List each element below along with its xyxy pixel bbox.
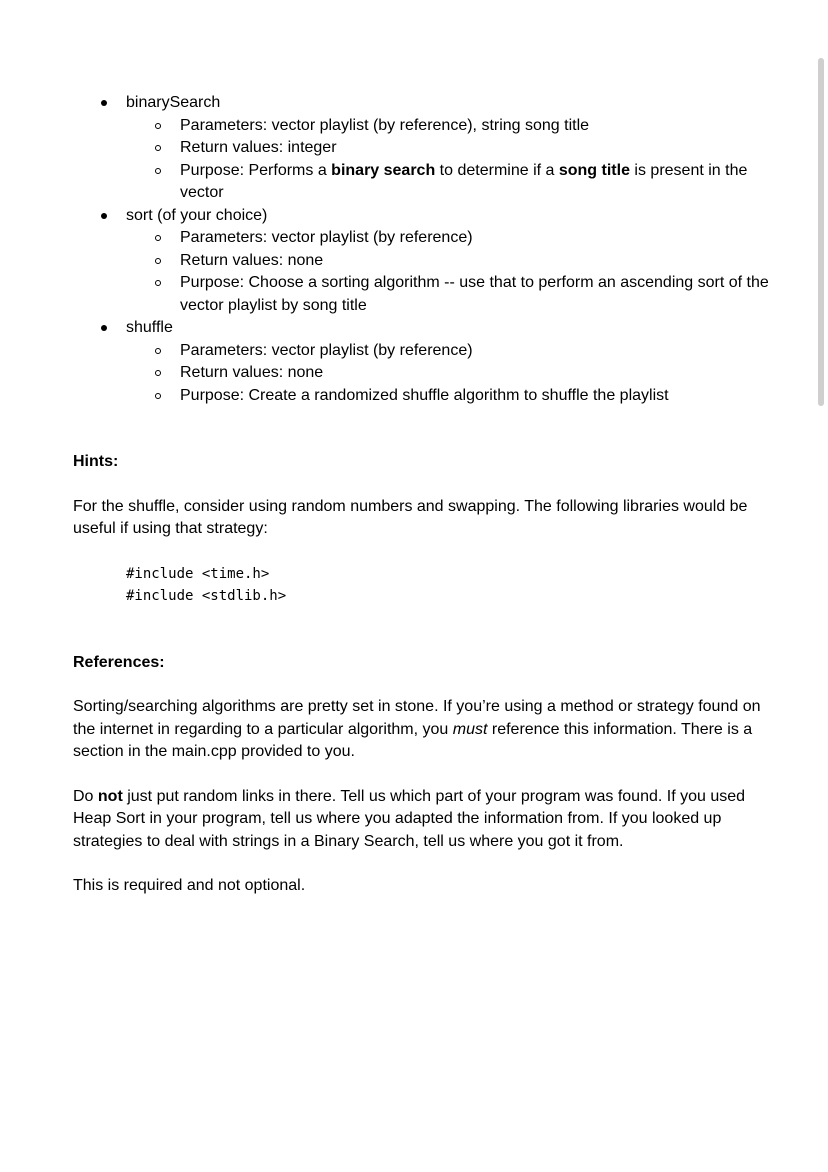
bold-text: binary search — [331, 161, 436, 179]
function-item — [73, 205, 773, 318]
references-heading: References: — [73, 653, 165, 671]
text-run: Purpose: Choose a sorting algorithm -- use that to perform an ascending sort of the vector playlist by song title — [180, 274, 769, 314]
text-run: is present in the vector — [180, 161, 748, 201]
function-detail-item — [126, 250, 773, 273]
detail-text — [180, 227, 773, 250]
circle-bullet-icon — [155, 348, 161, 354]
function-detail-item — [126, 137, 773, 160]
detail-text — [180, 137, 773, 160]
text-run: Return values: integer — [180, 139, 337, 156]
document-page — [73, 92, 773, 898]
vertical-scrollbar[interactable] — [818, 58, 824, 406]
text-run: Parameters: vector playlist (by reference) — [180, 341, 473, 359]
function-name: shuffle — [126, 319, 173, 336]
function-name: sort (of your choice) — [126, 206, 268, 224]
function-detail-item — [126, 385, 773, 408]
text-run: Return values: none — [180, 251, 324, 269]
detail-text — [180, 272, 773, 317]
function-list — [73, 92, 773, 407]
circle-bullet-icon — [155, 145, 161, 151]
detail-text — [180, 115, 773, 138]
function-detail-item — [126, 272, 773, 317]
text-run: to determine if a — [435, 161, 559, 179]
function-detail-list — [126, 115, 773, 205]
code-line: #include <time.h> — [126, 565, 270, 582]
references-paragraph-1 — [73, 696, 773, 764]
function-detail-item — [126, 115, 773, 138]
references-paragraph-3: This is required and not optional. — [73, 877, 306, 894]
text-run: Return values: none — [180, 364, 324, 381]
detail-text — [180, 362, 773, 385]
text-run: Sorting/searching algorithms are pretty set in stone. If you’re using a method or strategy found on the internet in regarding to a particular algorithm, you — [73, 698, 761, 738]
text-run: just put random links in there. Tell us which part of your program was found. If you used Heap Sort in your program, tell us where you adapted the information from. If you looked up strategies to deal with strings in a Binary Search, tell us where you got it from. — [73, 787, 746, 850]
text-run: Do — [73, 787, 98, 805]
bold-text: not — [97, 787, 123, 805]
scrollbar-thumb[interactable] — [818, 58, 824, 406]
text-run: Purpose: Create a randomized shuffle algorithm to shuffle the playlist — [180, 386, 669, 404]
text-run: Parameters: vector playlist (by reference) — [180, 229, 473, 246]
circle-bullet-icon — [155, 393, 161, 399]
function-detail-list — [126, 340, 773, 408]
text-run: Purpose: Performs a — [180, 161, 332, 179]
circle-bullet-icon — [155, 258, 161, 264]
detail-text — [180, 250, 773, 273]
hints-text: For the shuffle, consider using random numbers and swapping. The following libraries would be useful if using that strategy: — [73, 497, 748, 537]
bullet-icon — [101, 100, 107, 106]
function-detail-item — [126, 227, 773, 250]
circle-bullet-icon — [155, 123, 161, 129]
code-block — [73, 563, 773, 608]
text-run: reference this information. There is a section in the main.cpp provided to you. — [73, 720, 753, 760]
references-paragraph-2 — [73, 786, 773, 854]
bold-text: song title — [558, 161, 630, 179]
function-name: binarySearch — [126, 94, 221, 111]
circle-bullet-icon — [155, 280, 161, 286]
bullet-icon — [101, 213, 107, 219]
text-run: Parameters: vector playlist (by reference), string song title — [180, 116, 590, 134]
function-detail-item — [126, 160, 773, 205]
circle-bullet-icon — [155, 370, 161, 376]
hints-heading: Hints: — [73, 453, 119, 470]
circle-bullet-icon — [155, 235, 161, 241]
bullet-icon — [101, 325, 107, 331]
detail-text — [180, 385, 773, 408]
detail-text — [180, 160, 773, 205]
function-item — [73, 317, 773, 407]
function-item — [73, 92, 773, 205]
function-detail-item — [126, 340, 773, 363]
italic-text: must — [452, 720, 488, 738]
function-detail-list — [126, 227, 773, 317]
code-line: #include <stdlib.h> — [126, 588, 287, 604]
function-detail-item — [126, 362, 773, 385]
detail-text — [180, 340, 773, 363]
circle-bullet-icon — [155, 168, 161, 174]
